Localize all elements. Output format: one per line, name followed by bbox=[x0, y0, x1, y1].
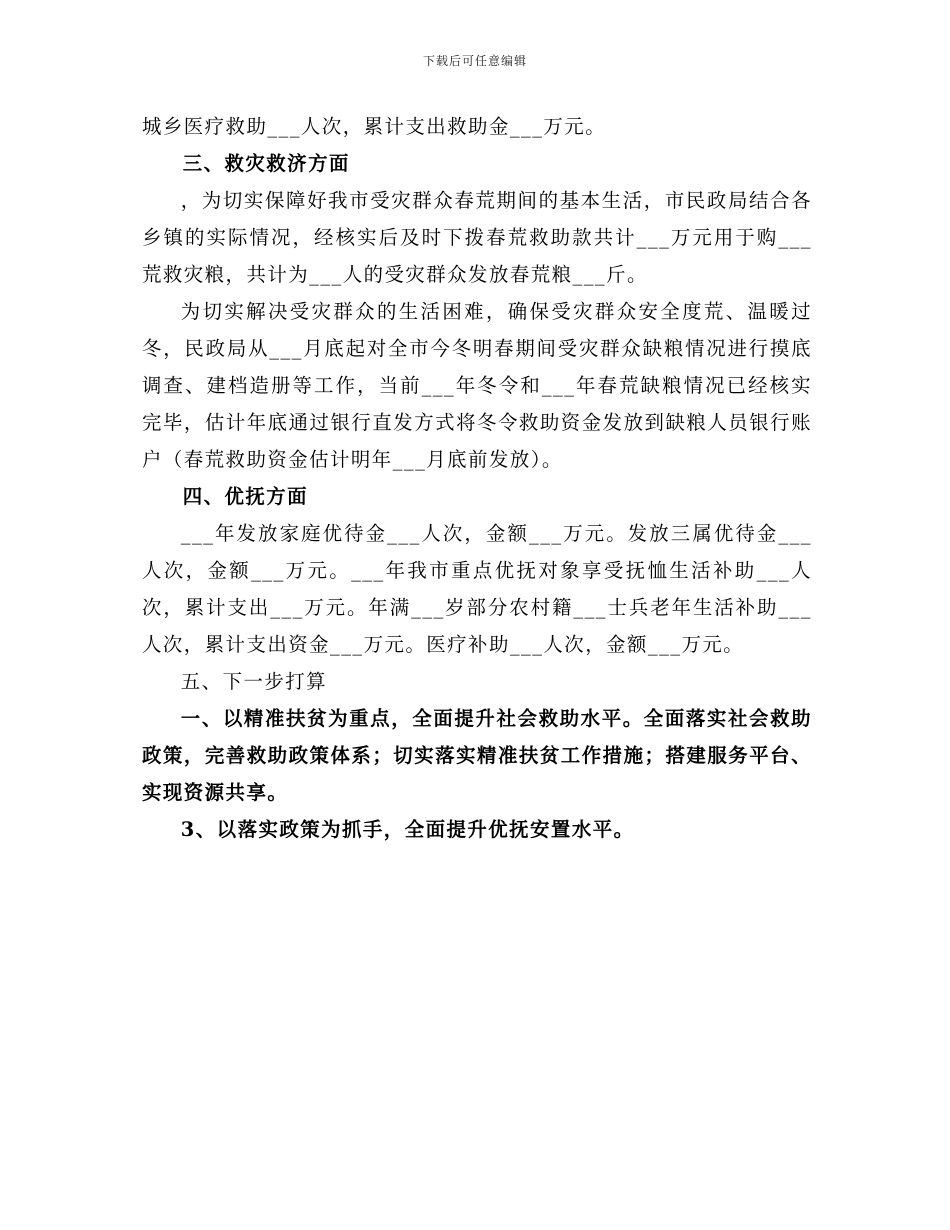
paragraph-spring-relief: ，为切实保障好我市受灾群众春荒期间的基本生活，市民政局结合各乡镇的实际情况，经核实后及时下拨春荒救助款共计___万元用于购___荒救灾粮，共计为___人的受灾群众发放春荒粮___斤。 bbox=[142, 189, 812, 286]
paragraph-special-care: ___年发放家庭优待金___人次，金额___万元。发放三属优待金___人次，金额___万元。___年我市重点优抚对象享受抚恤生活补助___人次，累计支出___万元。年满___岁部分农村籍___士兵老年生活补助___人次，累计支出资金___万元。医疗补助___人次，金额___万元。 bbox=[142, 522, 812, 656]
paragraph-policy-implementation: 3、以落实政策为抓手，全面提升优抚安置水平。 bbox=[180, 818, 635, 841]
document-body bbox=[142, 108, 812, 848]
section-heading-disaster-relief: 三、救灾救济方面 bbox=[182, 152, 350, 175]
section-heading-next-steps: 五、下一步打算 bbox=[180, 670, 328, 693]
paragraph-winter-relief: 为切实解决受灾群众的生活困难，确保受灾群众安全度荒、温暖过冬，民政局从___月底起对全市今冬明春期间受灾群众缺粮情况进行摸底调查、建档造册等工作，当前___年冬令和___年春荒缺粮情况已经核实完毕，估计年底通过银行直发方式将冬令救助资金发放到缺粮人员银行账户（春荒救助资金估计明年___月底前发放）。 bbox=[142, 300, 812, 471]
section-heading-special-care: 四、优抚方面 bbox=[182, 485, 309, 508]
paragraph-precision-poverty: 一、以精准扶贫为重点，全面提升社会救助水平。全面落实社会救助政策，完善救助政策体系；切实落实精准扶贫工作措施；搭建服务平台、实现资源共享。 bbox=[142, 707, 812, 804]
page-header: 下载后可任意编辑 bbox=[422, 54, 527, 68]
paragraph-medical-aid: 城乡医疗救助___人次，累计支出救助金___万元。 bbox=[142, 115, 607, 138]
